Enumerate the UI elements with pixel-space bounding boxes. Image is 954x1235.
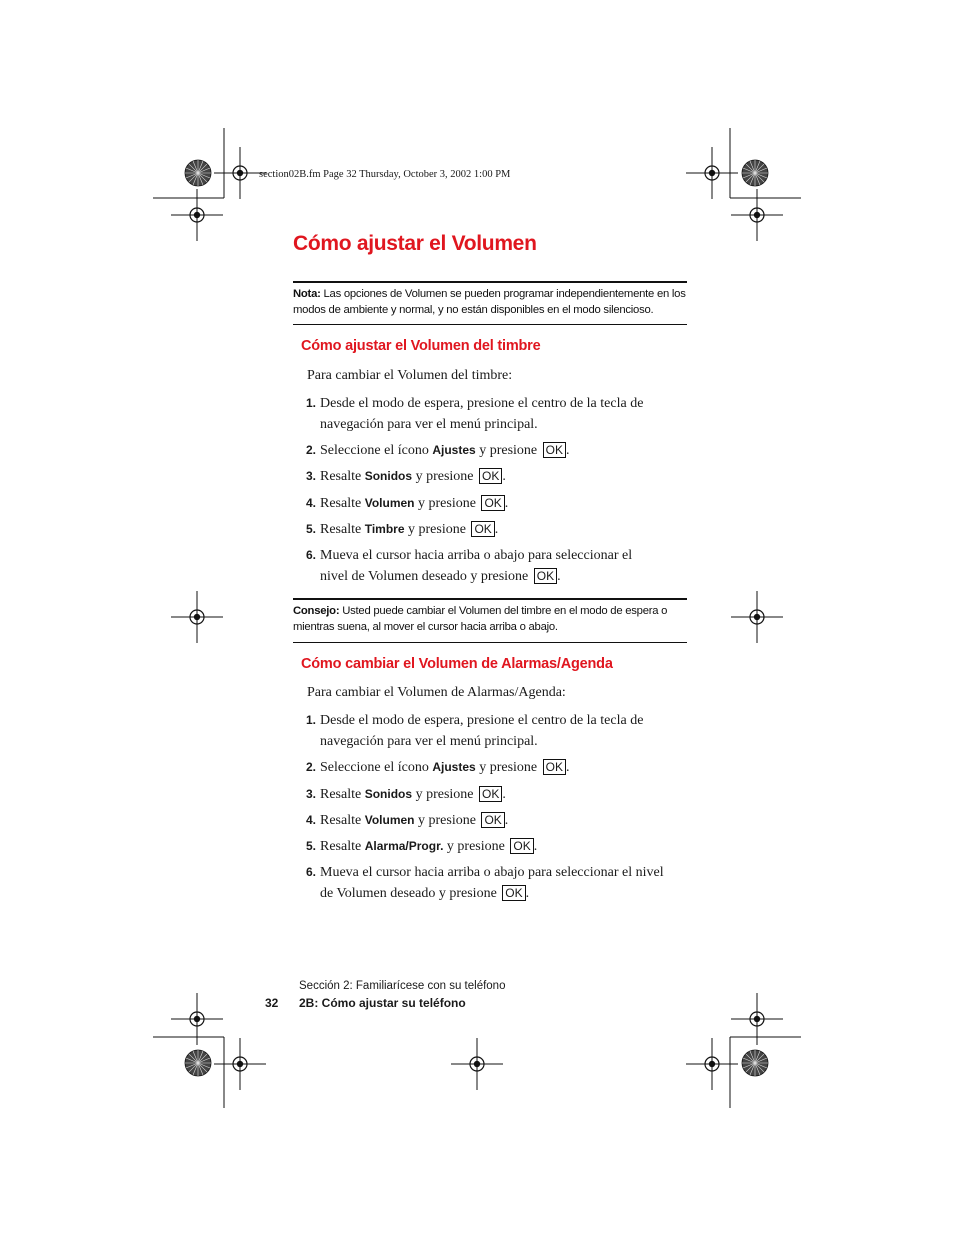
ok-key: OK [481, 812, 504, 828]
step-keyword: Ajustes [432, 443, 476, 457]
section2-step-4: 4. Resalte Volumen y presione OK . [306, 810, 696, 831]
note-bottom-rule [293, 324, 687, 325]
section1-step-5: 5. Resalte Timbre y presione OK . [306, 519, 696, 540]
section1-step-2: 2. Seleccione el ícono Ajustes y presione OK . [306, 440, 696, 461]
section2-step-6: 6. Mueva el cursor hacia arriba o abajo para seleccionar el nivel de Volumen deseado y presione OK . [306, 862, 672, 904]
ok-key: OK [543, 759, 566, 775]
step-keyword: Ajustes [432, 760, 476, 774]
step-keyword: Timbre [364, 522, 405, 536]
ok-key: OK [481, 495, 504, 511]
step-number: 2. [306, 443, 317, 457]
step-text-after: y presione [412, 787, 474, 802]
step-keyword: Sonidos [364, 469, 413, 483]
registration-star-top-left [185, 160, 211, 186]
step-keyword: Alarma/Progr. [364, 839, 444, 853]
note-top-rule [293, 281, 687, 283]
step-text-after: y presione [475, 760, 538, 775]
step-keyword: Volumen [364, 813, 415, 827]
section2-step-5: 5. Resalte Alarma/Progr. y presione OK . [306, 836, 696, 857]
step-number: 4. [306, 813, 317, 827]
ok-key: OK [502, 885, 525, 901]
step-text-after: y presione [414, 496, 476, 511]
step-text: Resalte [320, 496, 365, 511]
registration-star-bottom-right [742, 1050, 768, 1076]
tip-top-rule [293, 598, 687, 600]
file-header-line: section02B.fm Page 32 Thursday, October 3, 2002 1:00 PM [259, 169, 511, 180]
tip-bottom-rule [293, 642, 687, 643]
note-text: Las opciones de Volumen se pueden programar independientemente en los modos de ambiente y normal, y no están disponibles en el modo silencioso. [293, 288, 686, 316]
tip-box [293, 603, 673, 635]
section2-intro: Para cambiar el Volumen de Alarmas/Agenda: [307, 685, 566, 700]
note-label: Nota: [293, 288, 321, 300]
section1-step-3: 3. Resalte Sonidos y presione OK . [306, 466, 696, 487]
ok-key: OK [471, 521, 494, 537]
section2-step-3: 3. Resalte Sonidos y presione OK . [306, 784, 696, 805]
section1-intro: Para cambiar el Volumen del timbre: [307, 368, 513, 383]
step-text: Resalte [320, 813, 365, 828]
step-text: Resalte [320, 839, 365, 854]
section1-step-4: 4. Resalte Volumen y presione OK . [306, 493, 696, 514]
step-text: Resalte [320, 787, 365, 802]
step-number: 1. [306, 713, 317, 727]
step-number: 6. [306, 865, 317, 879]
ok-key: OK [479, 468, 502, 484]
step-text: Seleccione el ícono [320, 760, 433, 775]
ok-key: OK [534, 568, 557, 584]
step-text-after: y presione [414, 813, 476, 828]
ok-key: OK [543, 442, 566, 458]
step-text: Desde el modo de espera, presione el centro de la tecla de navegación para ver el menú principal. [320, 713, 644, 749]
step-text-after: y presione [412, 469, 474, 484]
step-number: 4. [306, 496, 317, 510]
section2-step-1 [306, 710, 696, 752]
section1-step-6: 6. Mueva el cursor hacia arriba o abajo para seleccionar el nivel de Volumen deseado y presione OK . [306, 545, 656, 587]
note-box [293, 286, 689, 318]
step-text: Resalte [320, 469, 365, 484]
step-number: 6. [306, 548, 317, 562]
step-text: Desde el modo de espera, presione el centro de la tecla de navegación para ver el menú principal. [320, 396, 644, 432]
step-text: Seleccione el ícono [320, 443, 433, 458]
ok-key: OK [479, 786, 502, 802]
page-title: Cómo ajustar el Volumen [293, 232, 537, 255]
step-number: 2. [306, 760, 317, 774]
page-number: 32 [265, 996, 279, 1010]
step-keyword: Volumen [364, 496, 415, 510]
step-number: 5. [306, 839, 317, 853]
section1-step-1 [306, 393, 696, 435]
section2-heading: Cómo cambiar el Volumen de Alarmas/Agenda [301, 656, 613, 672]
step-text-after: y presione [443, 839, 505, 854]
tip-label: Consejo: [293, 605, 340, 617]
step-text: Resalte [320, 522, 365, 537]
step-number: 5. [306, 522, 317, 536]
footer-section: Sección 2: Familiarícese con su teléfono [299, 980, 506, 992]
section2-step-2: 2. Seleccione el ícono Ajustes y presione OK . [306, 757, 696, 778]
registration-star-bottom-left [185, 1050, 211, 1076]
registration-star-top-right [742, 160, 768, 186]
step-text: Mueva el cursor hacia arriba o abajo para seleccionar el nivel de Volumen deseado y presione [320, 865, 664, 901]
step-number: 3. [306, 469, 317, 483]
step-text-after: y presione [404, 522, 466, 537]
step-keyword: Sonidos [364, 787, 413, 801]
step-text: Mueva el cursor hacia arriba o abajo para seleccionar el nivel de Volumen deseado y presione [320, 548, 633, 584]
step-text-after: y presione [475, 443, 538, 458]
section1-heading: Cómo ajustar el Volumen del timbre [301, 338, 541, 354]
step-number: 3. [306, 787, 317, 801]
tip-text: Usted puede cambiar el Volumen del timbre en el modo de espera o mientras suena, al mover el cursor hacia arriba o abajo. [293, 605, 668, 633]
step-number: 1. [306, 396, 317, 410]
footer-chapter: 2B: Cómo ajustar su teléfono [299, 996, 466, 1010]
ok-key: OK [510, 838, 533, 854]
